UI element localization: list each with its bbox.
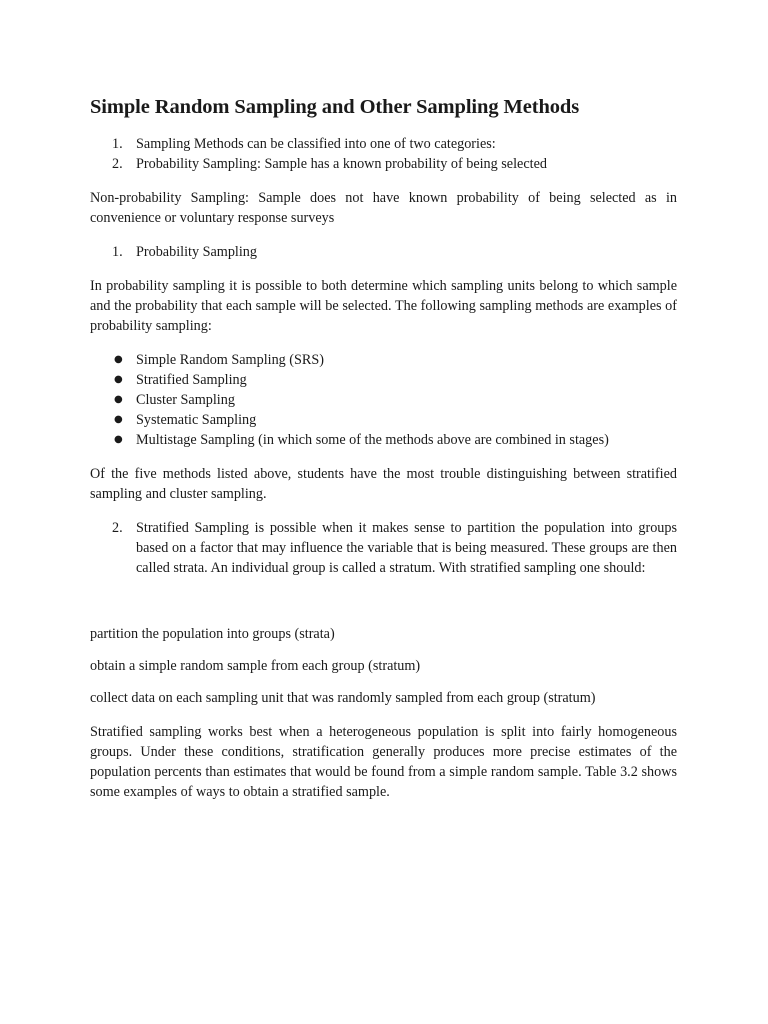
bullet-text: Systematic Sampling — [136, 412, 257, 428]
list-item-text: Sampling Methods can be classified into one of two categories: — [136, 136, 496, 152]
paragraph-probability-sampling: In probability sampling it is possible to both determine which sampling units belong to which sample and the probability that each sample will be selected. The following sampling methods are examples of probability sampling: — [90, 278, 677, 334]
list-number: 1. — [112, 244, 123, 260]
list-item — [90, 242, 677, 262]
probability-sampling-heading-list — [90, 242, 677, 262]
stratified-step-2: obtain a simple random sample from each group (stratum) — [90, 658, 421, 674]
bullet-item — [90, 390, 677, 410]
bullet-text: Simple Random Sampling (SRS) — [136, 352, 324, 368]
paragraph-non-probability: Non-probability Sampling: Sample does not have known probability of being selected as in convenience or voluntary response surveys — [90, 190, 677, 226]
bullet-item — [90, 430, 677, 450]
bullet-icon: ● — [114, 394, 123, 405]
list-number: 1. — [112, 136, 123, 152]
bullet-icon: ● — [114, 374, 123, 385]
list-number: 2. — [112, 156, 123, 172]
bullet-text: Cluster Sampling — [136, 392, 235, 408]
bullet-text: Stratified Sampling — [136, 372, 247, 388]
bullet-item — [90, 350, 677, 370]
bullet-text: Multistage Sampling (in which some of the methods above are combined in stages) — [136, 432, 609, 448]
sampling-methods-list — [90, 350, 677, 450]
list-item — [90, 134, 677, 154]
bullet-item — [90, 410, 677, 430]
list-item-text: Probability Sampling — [136, 244, 257, 260]
stratified-step-3: collect data on each sampling unit that was randomly sampled from each group (stratum) — [90, 690, 596, 706]
paragraph-stratified-best: Stratified sampling works best when a heterogeneous population is split into fairly homogeneous groups. Under these conditions, stratification generally produces more precise estimates of the population percents than estimates that would be found from a simple random sample. Table 3.2 shows some examples of ways to obtain a stratified sample. — [90, 724, 677, 800]
list-item — [90, 518, 677, 578]
paragraph-five-methods: Of the five methods listed above, students have the most trouble distinguishing between stratified sampling and cluster sampling. — [90, 466, 677, 502]
document-page — [90, 94, 677, 802]
bullet-icon: ● — [114, 414, 123, 425]
stratified-sampling-list — [90, 518, 677, 578]
page-title: Simple Random Sampling and Other Sampling Methods — [90, 96, 580, 118]
bullet-item — [90, 370, 677, 390]
list-number: 2. — [112, 520, 123, 536]
bullet-icon: ● — [114, 434, 123, 445]
stratified-step-1: partition the population into groups (strata) — [90, 626, 335, 642]
bullet-icon: ● — [114, 354, 123, 365]
list-item-text: Stratified Sampling is possible when it makes sense to partition the population into groups based on a factor that may influence the variable that is being measured. These groups are then called strata. An individual group is called a stratum. With stratified sampling one should: — [136, 520, 677, 576]
list-item — [90, 154, 677, 174]
list-item-text: Probability Sampling: Sample has a known probability of being selected — [136, 156, 547, 172]
category-list — [90, 134, 677, 174]
